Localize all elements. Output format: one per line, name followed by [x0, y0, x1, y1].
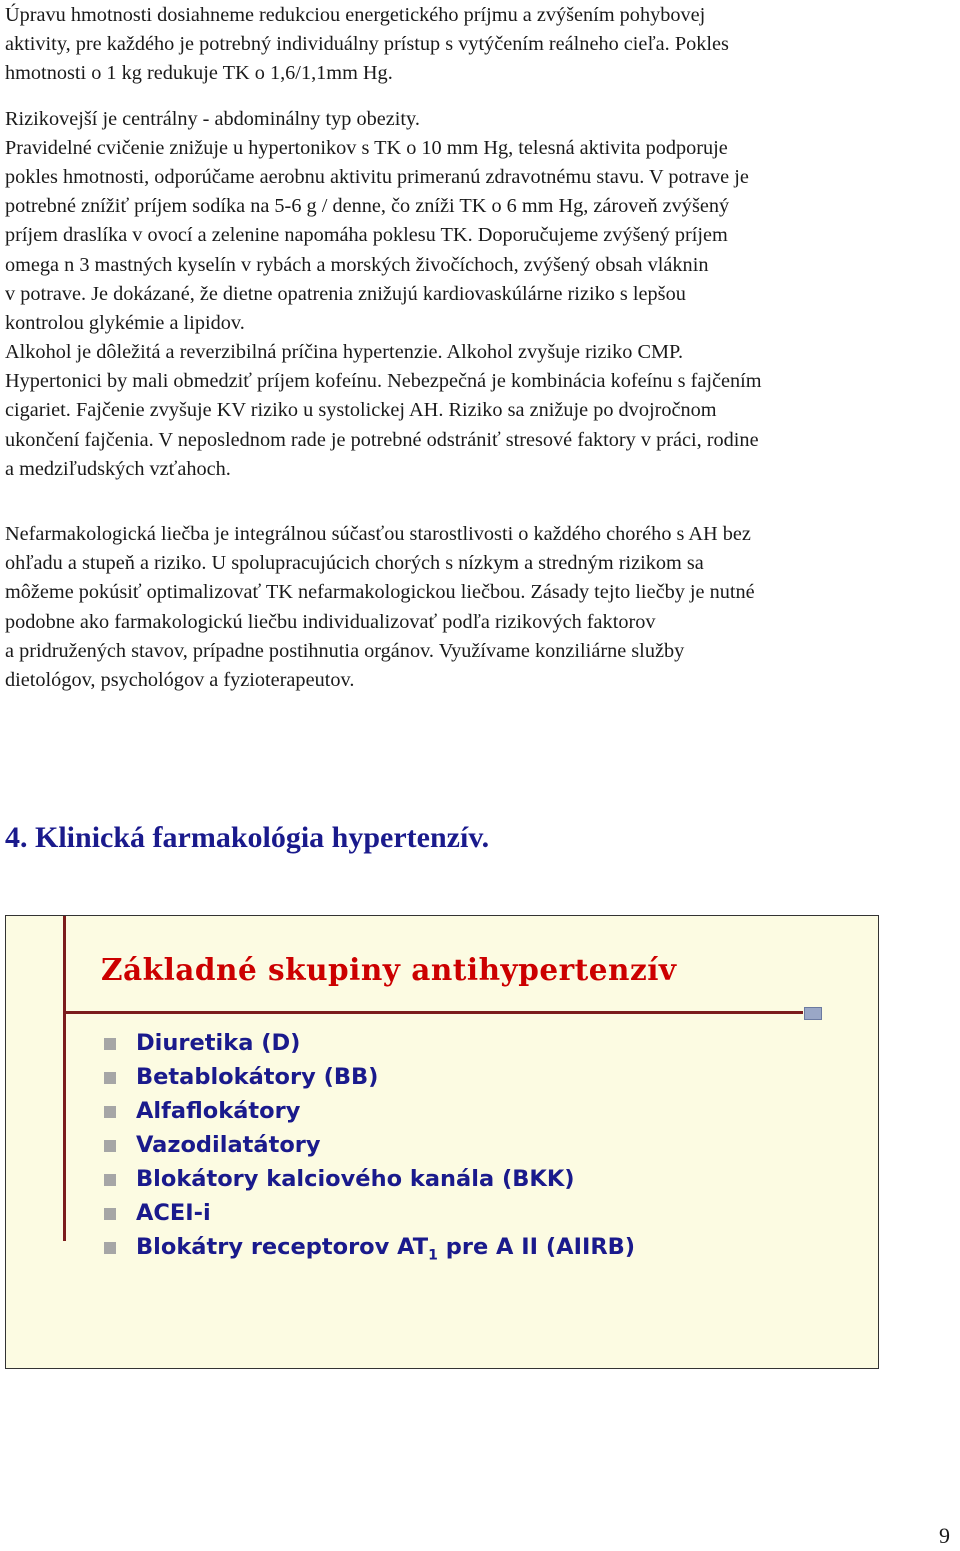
text-line: a medziľudských vzťahoch. — [5, 457, 231, 480]
list-item-label: Blokátory kalciového kanála (BKK) — [136, 1166, 575, 1192]
text-line: príjem draslíka v ovocí a zelenine napomáha poklesu TK. Doporučujeme zvýšený príjem — [5, 224, 728, 247]
square-bullet-icon — [104, 1038, 116, 1050]
paragraph-spacer — [5, 89, 955, 105]
list-item-label: Vazodilatátory — [136, 1132, 321, 1158]
slide-title: Základné skupiny antihypertenzív — [101, 952, 677, 987]
list-item — [104, 1060, 635, 1094]
text-line: omega n 3 mastných kyselín v rybách a morských živočíchoch, zvýšený obsah vláknin — [5, 253, 709, 276]
subscript: 1 — [428, 1247, 438, 1264]
square-bullet-icon — [104, 1242, 116, 1254]
text-line: ukončení fajčenia. V neposlednom rade je potrebné odstrániť stresové faktory v práci, rodine — [5, 428, 759, 451]
text-line: Rizikovejší je centrálny - abdominálny typ obezity. — [5, 107, 420, 130]
slide-vertical-rule — [63, 916, 66, 1241]
list-item — [104, 1094, 635, 1128]
square-bullet-icon — [104, 1106, 116, 1118]
paragraph-nonpharmacological — [5, 520, 955, 695]
text-line: Pravidelné cvičenie znižuje u hypertonikov s TK o 10 mm Hg, telesná aktivita podporuje — [5, 136, 728, 159]
text-line: hmotnosti o 1 kg redukuje TK o 1,6/1,1mm Hg. — [5, 62, 393, 85]
list-item-label: Alfaflokátory — [136, 1098, 301, 1124]
text-line: Alkohol je dôležitá a reverzibilná príčina hypertenzie. Alkohol zvyšuje riziko CMP. — [5, 341, 684, 364]
list-item — [104, 1196, 635, 1230]
list-item — [104, 1162, 635, 1196]
list-item-label: Betablokátory (BB) — [136, 1064, 379, 1090]
slide-decoration-block — [804, 1007, 822, 1020]
text-line: podobne ako farmakologickú liečbu individualizovať podľa rizikových faktorov — [5, 610, 656, 633]
text-line: a pridružených stavov, prípadne postihnutia orgánov. Využívame konziliárne služby — [5, 639, 685, 662]
text-line: Nefarmakologická liečba je integrálnou súčasťou starostlivosti o každého chorého s AH bez — [5, 523, 751, 545]
text-line: kontrolou glykémie a lipidov. — [5, 311, 245, 334]
slide-horizontal-rule — [63, 1011, 803, 1014]
square-bullet-icon — [104, 1174, 116, 1186]
paragraph-lifestyle — [5, 1, 955, 484]
text-line: potrebné znížiť príjem sodíka na 5-6 g / denne, čo zníži TK o 6 mm Hg, zároveň zvýšený — [5, 195, 730, 218]
square-bullet-icon — [104, 1140, 116, 1152]
slide-bullet-list — [104, 1026, 635, 1264]
text-line: v potrave. Je dokázané, že dietne opatrenia znižujú kardiovaskúlárne riziko s lepšou — [5, 282, 686, 305]
list-item-label-suffix: pre A II (AIIRB) — [437, 1234, 636, 1260]
list-item-label: Blokátry receptorov AT — [136, 1234, 429, 1260]
square-bullet-icon — [104, 1072, 116, 1084]
text-line: ohľadu a stupeň a riziko. U spolupracujúcich chorých s nízkym a stredným rizikom sa — [5, 552, 704, 575]
text-line: môžeme pokúsiť optimalizovať TK nefarmakologickou liečbou. Zásady tejto liečby je nutné — [5, 581, 755, 604]
list-item — [104, 1026, 635, 1060]
embedded-slide — [5, 915, 879, 1369]
text-line: dietológov, psychológov a fyzioterapeutov. — [5, 668, 355, 691]
square-bullet-icon — [104, 1208, 116, 1220]
page-number: 9 — [939, 1523, 950, 1548]
text-line: Úpravu hmotnosti dosiahneme redukciou energetického príjmu a zvýšením pohybovej — [5, 4, 706, 26]
list-item-label: Diuretika (D) — [136, 1030, 301, 1056]
text-line: cigariet. Fajčenie zvyšuje KV riziko u systolickej AH. Riziko sa znižuje po dvojročnom — [5, 399, 717, 422]
list-item — [104, 1230, 635, 1264]
text-line: aktivity, pre každého je potrebný individuálny prístup s vytýčením reálneho cieľa. Pokles — [5, 33, 729, 56]
list-item-label: ACEI-i — [136, 1200, 211, 1226]
text-line: pokles hmotnosti, odporúčame aerobnu aktivitu primeranú zdravotnému stavu. V potrave je — [5, 165, 749, 188]
section-heading: 4. Klinická farmakológia hypertenzív. — [5, 821, 490, 854]
list-item — [104, 1128, 635, 1162]
text-line: Hypertonici by mali obmedziť príjem kofeínu. Nebezpečná je kombinácia kofeínu s fajčením — [5, 370, 762, 393]
